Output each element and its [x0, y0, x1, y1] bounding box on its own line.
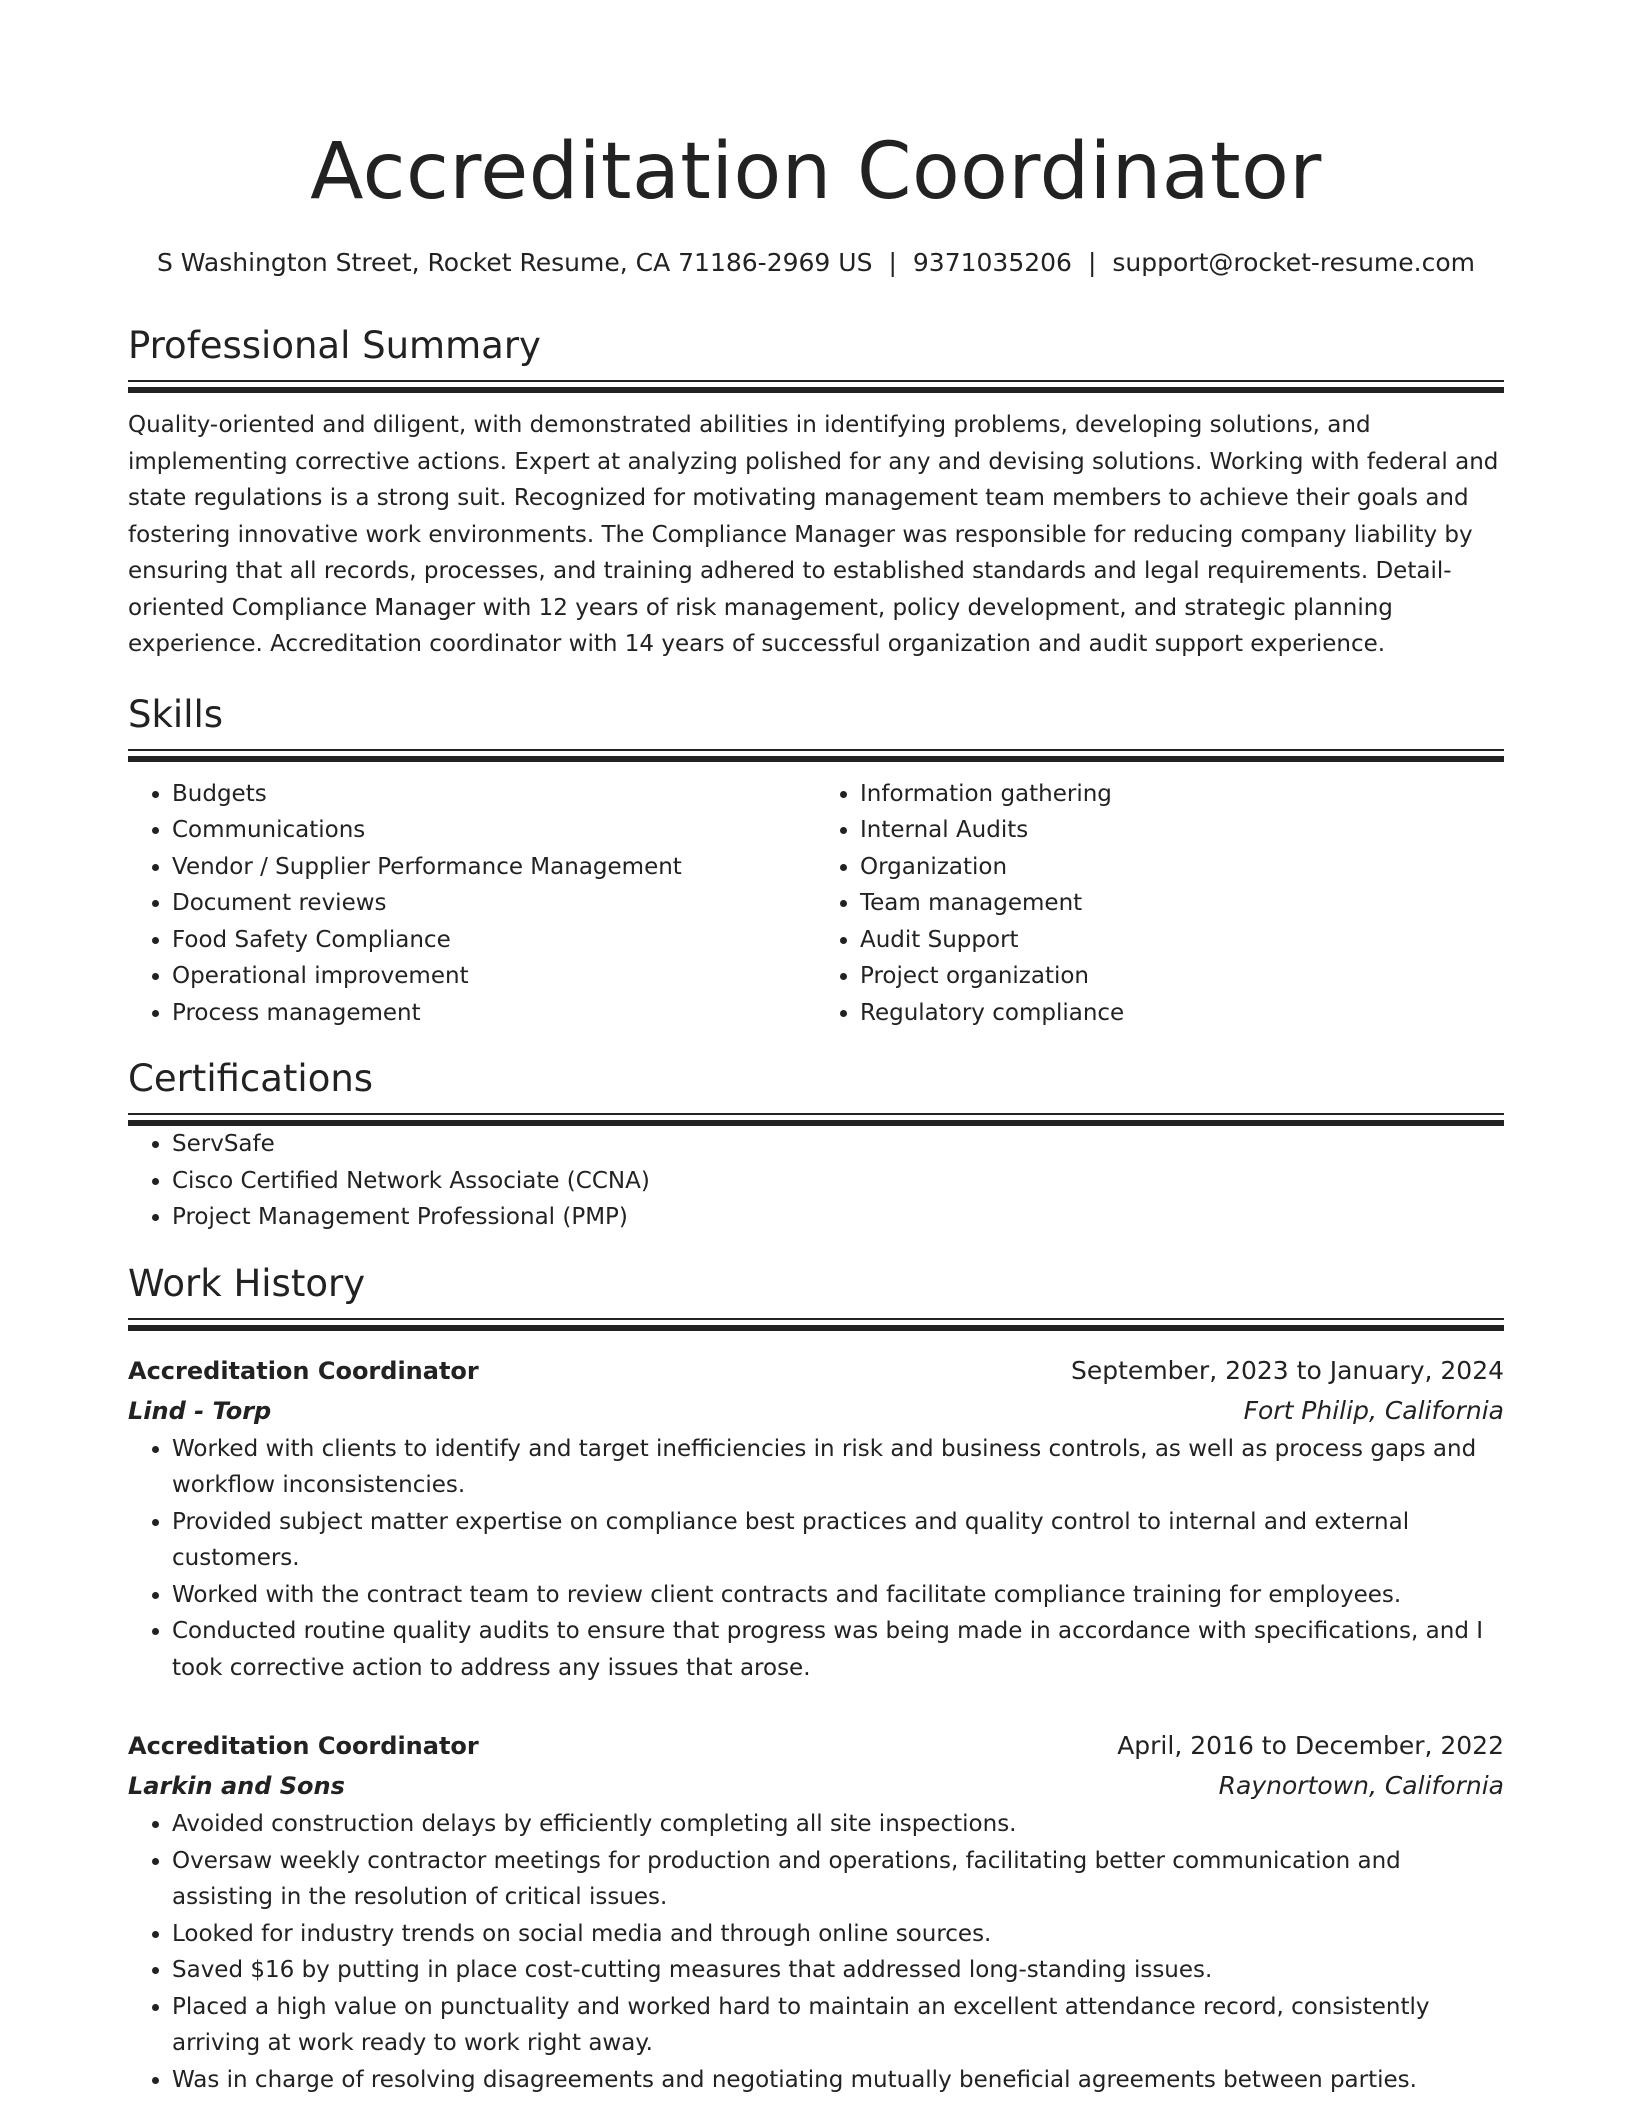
- skill-item: • Information gathering: [860, 776, 1504, 813]
- job-company: Lind - Torp: [128, 1396, 272, 1425]
- job-title: Accreditation Coordinator: [128, 1356, 479, 1385]
- contact-separator: |: [1087, 248, 1097, 277]
- resume-name: Accreditation Coordinator: [310, 127, 1322, 217]
- job-bullet: • Placed a high value on punctuality and worked hard to maintain an excellent attendance record, consistently arriving at work ready to work right away.: [172, 1989, 1504, 2062]
- skill-item: • Budgets: [172, 776, 816, 813]
- contact-separator: |: [888, 248, 897, 277]
- resume-page: [128, 0, 1504, 2098]
- skill-item: • Internal Audits: [860, 812, 1504, 849]
- job-header-row: [128, 1351, 1504, 1391]
- job-header-row: [128, 1726, 1504, 1766]
- job-bullet: • Looked for industry trends on social media and through online sources.: [172, 1916, 1504, 1953]
- skill-item: • Team management: [860, 885, 1504, 922]
- job-bullet: • Worked with the contract team to review client contracts and facilitate compliance training for employees.: [172, 1577, 1504, 1614]
- job-bullet: • Oversaw weekly contractor meetings for production and operations, facilitating better communication and assisting in the resolution of critical issues.: [172, 1843, 1504, 1916]
- certification-item: • Cisco Certified Network Associate (CCNA): [172, 1163, 1504, 1200]
- job-responsibilities: [128, 1806, 1504, 2098]
- skill-item: • Process management: [172, 995, 816, 1032]
- section-divider: [128, 1113, 1504, 1126]
- skill-item: • Audit Support: [860, 922, 1504, 959]
- job-bullet: • Was in charge of resolving disagreements and negotiating mutually beneficial agreements between parties.: [172, 2062, 1504, 2099]
- job-entry: [128, 1726, 1504, 2098]
- job-bullet: • Avoided construction delays by efficiently completing all site inspections.: [172, 1806, 1504, 1843]
- skill-item: • Operational improvement: [172, 958, 816, 995]
- job-dates: April, 2016 to December, 2022: [1117, 1731, 1504, 1760]
- contact-address: S Washington Street, Rocket Resume, CA 71186-2969 US: [156, 248, 873, 277]
- job-responsibilities: [128, 1431, 1504, 1687]
- job-bullet: • Saved $16 by putting in place cost-cutting measures that addressed long-standing issues.: [172, 1952, 1504, 1989]
- skills-list-left: [128, 776, 816, 1032]
- section-divider: [128, 1318, 1504, 1331]
- job-bullet: • Worked with clients to identify and target inefficiencies in risk and business controls, as well as process gaps and workflow inconsistencies.: [172, 1431, 1504, 1504]
- certification-item: • ServSafe: [172, 1126, 1504, 1163]
- job-company-row: [128, 1391, 1504, 1431]
- skill-item: • Food Safety Compliance: [172, 922, 816, 959]
- job-company: Larkin and Sons: [128, 1772, 345, 1800]
- job-bullet: • Conducted routine quality audits to ensure that progress was being made in accordance with specifications, and I took corrective action to address any issues that arose.: [172, 1613, 1504, 1686]
- job-bullet: • Provided subject matter expertise on compliance best practices and quality control to internal and external customers.: [172, 1504, 1504, 1577]
- skill-item: • Project organization: [860, 958, 1504, 995]
- work-history-heading: Work History: [128, 1261, 366, 1305]
- certifications-heading: Certifications: [128, 1057, 374, 1100]
- skill-item: • Vendor / Supplier Performance Management: [172, 849, 816, 886]
- job-company-row: [128, 1766, 1504, 1806]
- job-title: Accreditation Coordinator: [128, 1732, 479, 1760]
- contact-email[interactable]: support@rocket-resume.com: [1112, 248, 1475, 277]
- contact-phone: 9371035206: [912, 248, 1072, 277]
- summary-text: Quality-oriented and diligent, with demonstrated abilities in identifying problems, developing solutions, and implementing corrective actions. Expert at analyzing polished for any and devising solutions. Working with federal and state regulations is a strong suit. Recognized for motivating management team members to achieve their goals and fostering innovative work environments. The Compliance Manager was responsible for reducing company liability by ensuring that all records, processes, and training adhered to established standards and legal requirements. Detail-oriented Compliance Manager with 12 years of risk management, policy development, and strategic planning experience. Accreditation coordinator with 14 years of successful organization and audit support experience.: [128, 412, 1499, 657]
- contact-line: [128, 246, 1504, 280]
- skill-item: • Regulatory compliance: [860, 995, 1504, 1032]
- job-location: Fort Philip, California: [1243, 1395, 1504, 1425]
- job-dates: September, 2023 to January, 2024: [1071, 1355, 1504, 1385]
- certifications-list: [128, 1126, 1504, 1236]
- job-location: Raynortown, California: [1218, 1771, 1504, 1800]
- section-divider: [128, 749, 1504, 762]
- job-entry: [128, 1351, 1504, 1687]
- certification-item: • Project Management Professional (PMP): [172, 1199, 1504, 1236]
- skill-item: • Document reviews: [172, 885, 816, 922]
- skills-list-right: [816, 776, 1504, 1032]
- skill-item: • Communications: [172, 812, 816, 849]
- skills-columns: [128, 776, 1504, 1032]
- skills-heading: Skills: [128, 692, 224, 736]
- section-divider: [128, 380, 1504, 393]
- skill-item: • Organization: [860, 849, 1504, 886]
- summary-heading: Professional Summary: [128, 324, 541, 367]
